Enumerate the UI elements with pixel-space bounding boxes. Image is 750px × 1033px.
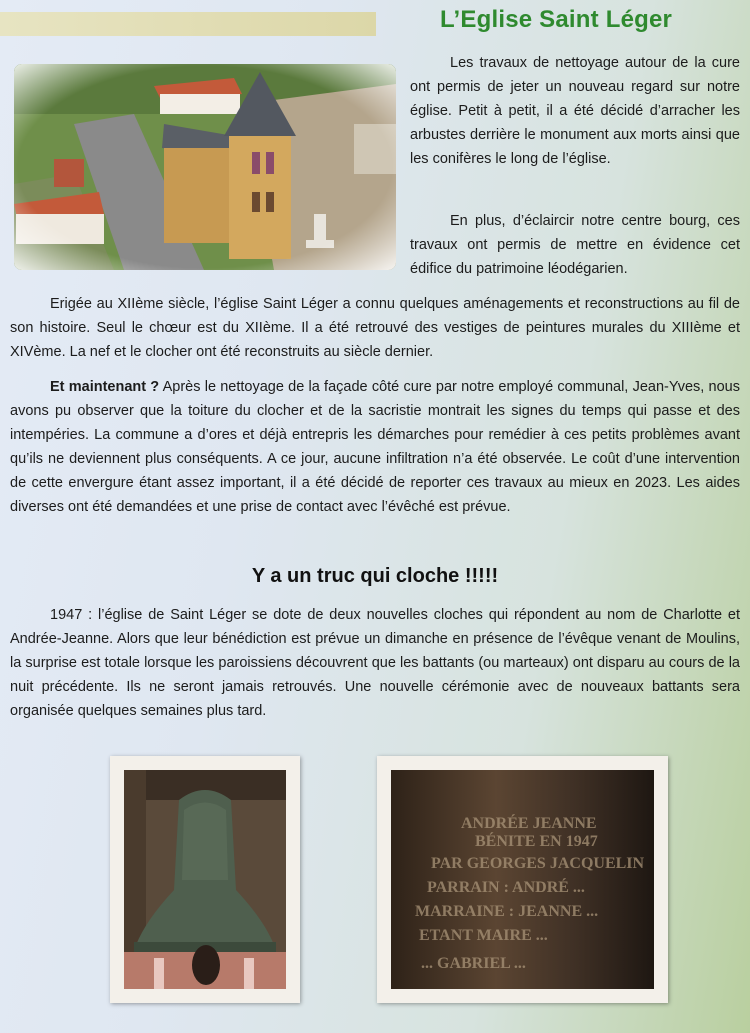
now-lead: Et maintenant ? [50, 379, 160, 395]
inscription-line: MARRAINE : JEANNE ... [415, 903, 599, 920]
church-aerial-photo [14, 64, 396, 270]
intro-paragraph-1: Les travaux de nettoyage autour de la cure ont permis de jeter un nouveau regard sur notre église. Petit à petit, il a été décidé d’arracher les arbustes derrière le monument aux morts ainsi que les conifères le long de l’église. [410, 55, 740, 167]
history-paragraph: Erigée au XIIème siècle, l’église Saint Léger a connu quelques aménagements et reconstructions au fil de son histoire. Seul le chœur est du XIIème. Il a été retrouvé des vestiges de peintures murales du XIIIème et XIVème. La nef et le clocher ont été reconstruits au siècle dernier. [10, 296, 740, 360]
inscription-line: PARRAIN : ANDRÉ ... [427, 879, 585, 896]
page-title: L’Eglise Saint Léger [440, 6, 673, 33]
bell-photo [124, 770, 286, 989]
intro-paragraph-2: En plus, d’éclaircir notre centre bourg, ces travaux ont permis de mettre en évidence cet édifice du patrimoine léodégarien. [410, 213, 740, 277]
now-text: Après le nettoyage de la façade côté cure par notre employé communal, Jean-Yves, nous avons pu observer que la toiture du clocher et de la sacristie montrait les signes du temps qui passe et des intempéries. La commune a d’ores et déjà entrepris les démarches pour remédier à ces petits problèmes avant qu’ils ne deviennent plus conséquents. A ce jour, aucune infiltration n’a été observée. Le coût d’une intervention de cette envergure étant assez important, il a été décidé de reporter ces travaux au mieux en 2023. Les aides diverses ont été demandées et une prise de contact avec l’évêché est prévue. [10, 379, 740, 515]
bell-inscription-illustration [391, 770, 654, 989]
inscription-line: BÉNITE EN 1947 [475, 833, 598, 850]
inscription-line: ANDRÉE JEANNE [461, 815, 597, 832]
bells-paragraph: 1947 : l’église de Saint Léger se dote de deux nouvelles cloches qui répondent au nom de Charlotte et Andrée-Jeanne. Alors que leur bénédiction est prévue un dimanche en présence de l’évêque venant de Moulins, la surprise est totale lorsque les paroissiens découvrent que les battants (ou marteaux) ont disparu au cours de la nuit précédente. Ils ne seront jamais retrouvés. Une nouvelle cérémonie avec de nouveaux battants sera organisée quelques semaines plus tard. [10, 607, 740, 719]
inscription-line: ETANT MAIRE ... [419, 927, 548, 944]
inscription-line: PAR GEORGES JACQUELIN [431, 855, 645, 872]
inscription-line: ... GABRIEL ... [421, 955, 526, 972]
bell-photo-frame [110, 756, 300, 1003]
bell-inscription-photo [391, 770, 654, 989]
bell-illustration [124, 770, 286, 989]
top-decorative-bar [0, 12, 376, 36]
section-title-bells: Y a un truc qui cloche !!!!! [251, 565, 499, 587]
bell-inscription-photo-frame [377, 756, 668, 1003]
church-aerial-illustration [14, 64, 396, 270]
now-paragraph [10, 375, 740, 519]
